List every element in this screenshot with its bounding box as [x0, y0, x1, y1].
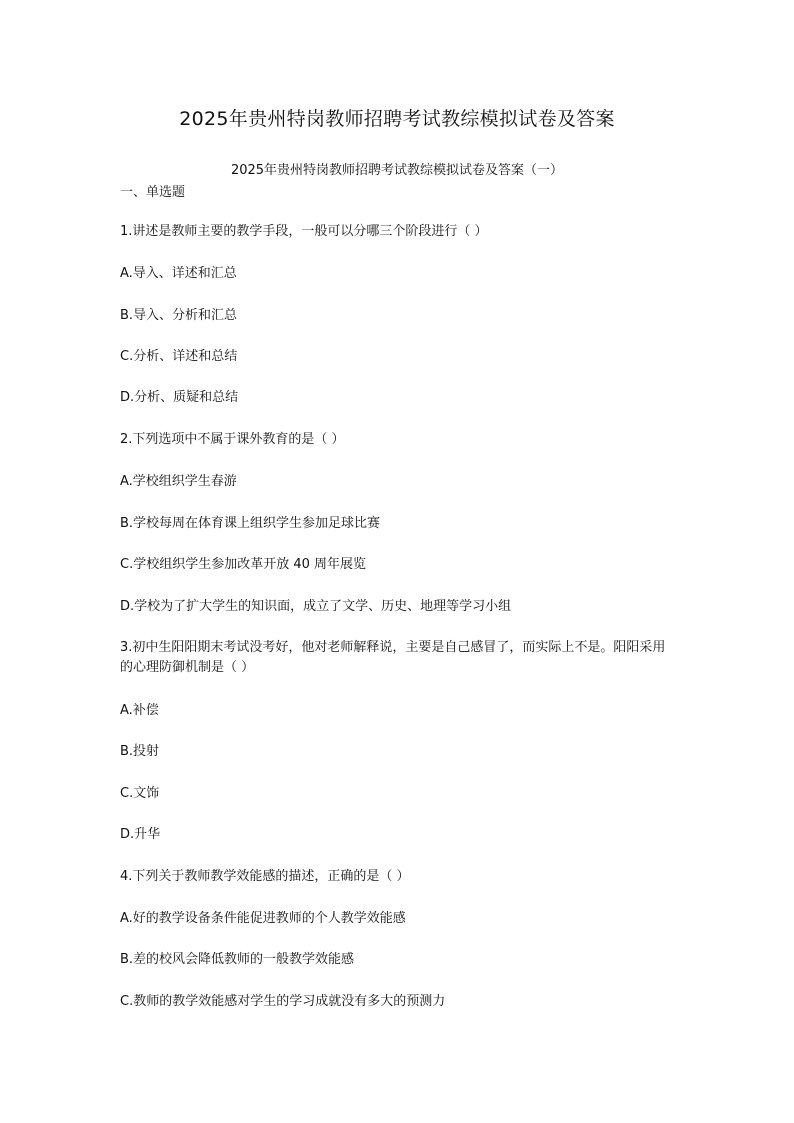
question-stem: 1.讲述是教师主要的教学手段，一般可以分哪三个阶段进行（ ） [120, 224, 488, 239]
question-stem: 3.初中生阳阳期末考试没考好，他对老师解释说，主要是自己感冒了，而实际上不是。阳阳采用的心理防御机制是（ ） [120, 640, 666, 675]
answer-option: A.导入、详述和汇总 [120, 266, 237, 281]
answer-option: D.学校为了扩大学生的知识面，成立了文学、历史、地理等学习小组 [120, 599, 512, 614]
document-title: 2025年贵州特岗教师招聘考试教综模拟试卷及答案 [179, 108, 615, 130]
question-stem: 4.下列关于教师教学效能感的描述，正确的是（ ） [120, 869, 410, 884]
answer-option: C.分析、详述和总结 [120, 349, 238, 364]
answer-option: C.文饰 [120, 786, 160, 801]
answer-option: A.补偿 [120, 703, 159, 718]
answer-option: B.学校每周在体育课上组织学生参加足球比赛 [120, 516, 381, 531]
section-heading: 一、单选题 [120, 185, 186, 200]
answer-option: D.升华 [120, 827, 161, 842]
answer-option: C.学校组织学生参加改革开放 40 周年展览 [120, 557, 367, 572]
answer-option: B.导入、分析和汇总 [120, 308, 238, 323]
answer-option: A.好的教学设备条件能促进教师的个人教学效能感 [120, 911, 406, 926]
question-stem: 2.下列选项中不属于课外教育的是（ ） [120, 432, 345, 447]
answer-option: B.投射 [120, 744, 160, 759]
answer-option: B.差的校风会降低教师的一般教学效能感 [120, 952, 355, 967]
answer-option: D.分析、质疑和总结 [120, 390, 239, 405]
answer-option: A.学校组织学生春游 [120, 474, 237, 489]
answer-option: C.教师的教学效能感对学生的学习成就没有多大的预测力 [120, 994, 446, 1009]
document-subtitle: 2025年贵州特岗教师招聘考试教综模拟试卷及答案（一） [230, 163, 564, 178]
